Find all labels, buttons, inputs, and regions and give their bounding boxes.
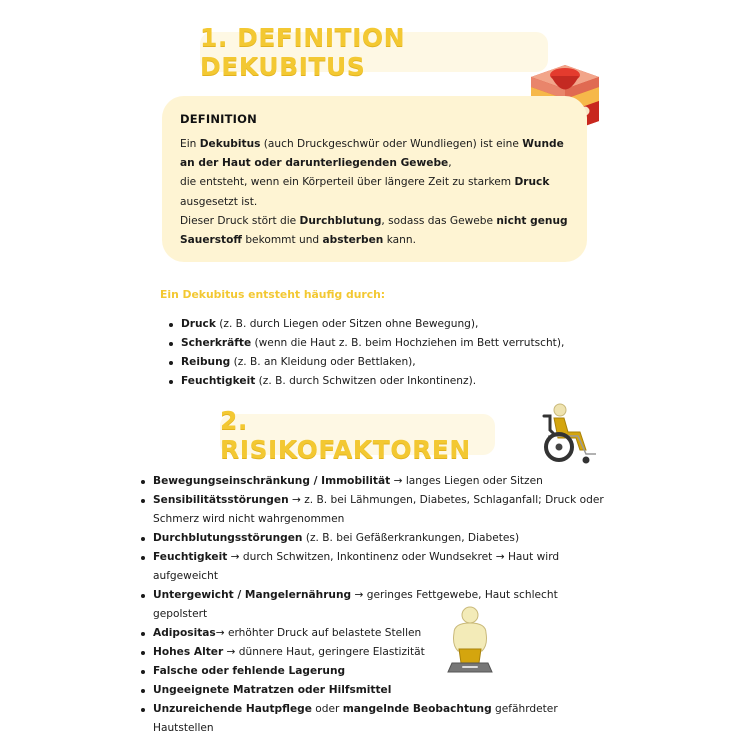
bold-term: nicht genug Sauerstoff (180, 214, 568, 247)
cause-term: Scherkräfte (181, 337, 252, 349)
list-item (140, 491, 610, 529)
list-item (140, 624, 610, 643)
bold-term: Untergewicht / Mangelernährung (153, 589, 352, 601)
cause-description: (z. B. durch Liegen oder Sitzen ohne Bewegung), (215, 318, 479, 330)
section1-title: 1. DEFINITION DEKUBITUS (200, 23, 406, 81)
text-run: kann. (383, 234, 416, 247)
text-run: → geringes Fettgewebe, Haut schlecht gepolstert (153, 589, 558, 620)
text-run: Dieser Druck stört die (180, 214, 300, 227)
list-item (140, 681, 610, 700)
list-item (168, 353, 564, 372)
text-run: die entsteht, wenn ein Körperteil über längere Zeit zu starkem (180, 176, 515, 189)
cause-term: Feuchtigkeit (181, 375, 256, 387)
bold-term: Adipositas (153, 627, 216, 639)
bold-term: Unzureichende Hautpflege (153, 703, 312, 715)
bold-term: Sensibilitätsstörungen (153, 494, 289, 506)
text-run: bekommt und (241, 234, 323, 247)
list-item (168, 372, 564, 391)
definition-heading: DEFINITION (180, 112, 257, 126)
person-on-scale-icon (440, 605, 500, 673)
text-run: (auch Druckgeschwür oder Wundliegen) ist eine (260, 138, 523, 150)
cause-description: (z. B. durch Schwitzen oder Inkontinenz). (255, 375, 477, 387)
text-run: Ein (180, 138, 200, 150)
list-item (168, 315, 564, 334)
cause-term: Reibung (181, 356, 231, 368)
text-run: → durch Schwitzen, Inkontinenz oder Wundsekret → Haut wird aufgeweicht (153, 551, 560, 582)
bold-term: Bewegungseinschränkung / Immobilität (153, 475, 391, 487)
bold-term: mangelnde Beobachtung (342, 703, 492, 715)
risk-factors-list (140, 472, 610, 738)
list-item (140, 643, 610, 662)
text-run: ausgesetzt ist. (180, 195, 258, 208)
definition-text (180, 135, 569, 250)
list-item (140, 662, 610, 681)
text-run: gefährdeter Hautstellen (153, 703, 558, 734)
causes-heading: Ein Dekubitus entsteht häufig durch: (160, 288, 386, 301)
section2-title: 2. RISIKOFAKTOREN (220, 405, 471, 464)
text-run: (z. B. bei Gefäßerkrankungen, Diabetes) (302, 532, 520, 544)
bold-term: Wunde an der Haut oder darunterliegenden Gewebe (180, 138, 564, 170)
list-item (168, 334, 564, 353)
causes-list (168, 315, 564, 391)
text-run: → erhöhter Druck auf belastete Stellen (215, 627, 422, 639)
definition-sentence-3 (180, 215, 568, 246)
list-item (140, 548, 610, 586)
bold-term: Ungeeignete Matratzen oder Hilfsmittel (153, 684, 392, 696)
bold-term: Durchblutung (299, 214, 382, 227)
text-run: oder (311, 703, 343, 715)
list-item (140, 700, 610, 738)
wheelchair-user-icon (538, 402, 602, 466)
bold-term: absterben (322, 234, 384, 247)
text-run: → dünnere Haut, geringere Elastizität (223, 646, 425, 658)
text-run: → z. B. bei Lähmungen, Diabetes, Schlaganfall; Druck oder Schmerz wird nicht wahrgenommen (153, 494, 604, 525)
bold-term: Durchblutungsstörungen (153, 532, 303, 544)
definition-sentence-1 (180, 138, 564, 169)
section1-title-banner (200, 23, 548, 81)
bold-term: Falsche oder fehlende Lagerung (153, 665, 346, 677)
list-item (140, 529, 610, 548)
list-item (140, 586, 610, 624)
text-run: , sodass das Gewebe (381, 214, 497, 227)
text-run: → langes Liegen oder Sitzen (390, 475, 543, 487)
definition-sentence-2 (180, 176, 549, 207)
cause-description: (z. B. an Kleidung oder Bettlaken), (230, 356, 416, 368)
cause-term: Druck (181, 318, 216, 330)
section2-title-banner (220, 405, 495, 464)
bold-term: Druck (514, 176, 550, 189)
list-item (140, 472, 610, 491)
bold-term: Dekubitus (199, 138, 261, 150)
definition-box (162, 96, 587, 262)
text-run: , (448, 157, 452, 170)
bold-term: Feuchtigkeit (153, 551, 228, 563)
bold-term: Hohes Alter (153, 646, 224, 658)
cause-description: (wenn die Haut z. B. beim Hochziehen im Bett verrutscht), (251, 337, 565, 349)
